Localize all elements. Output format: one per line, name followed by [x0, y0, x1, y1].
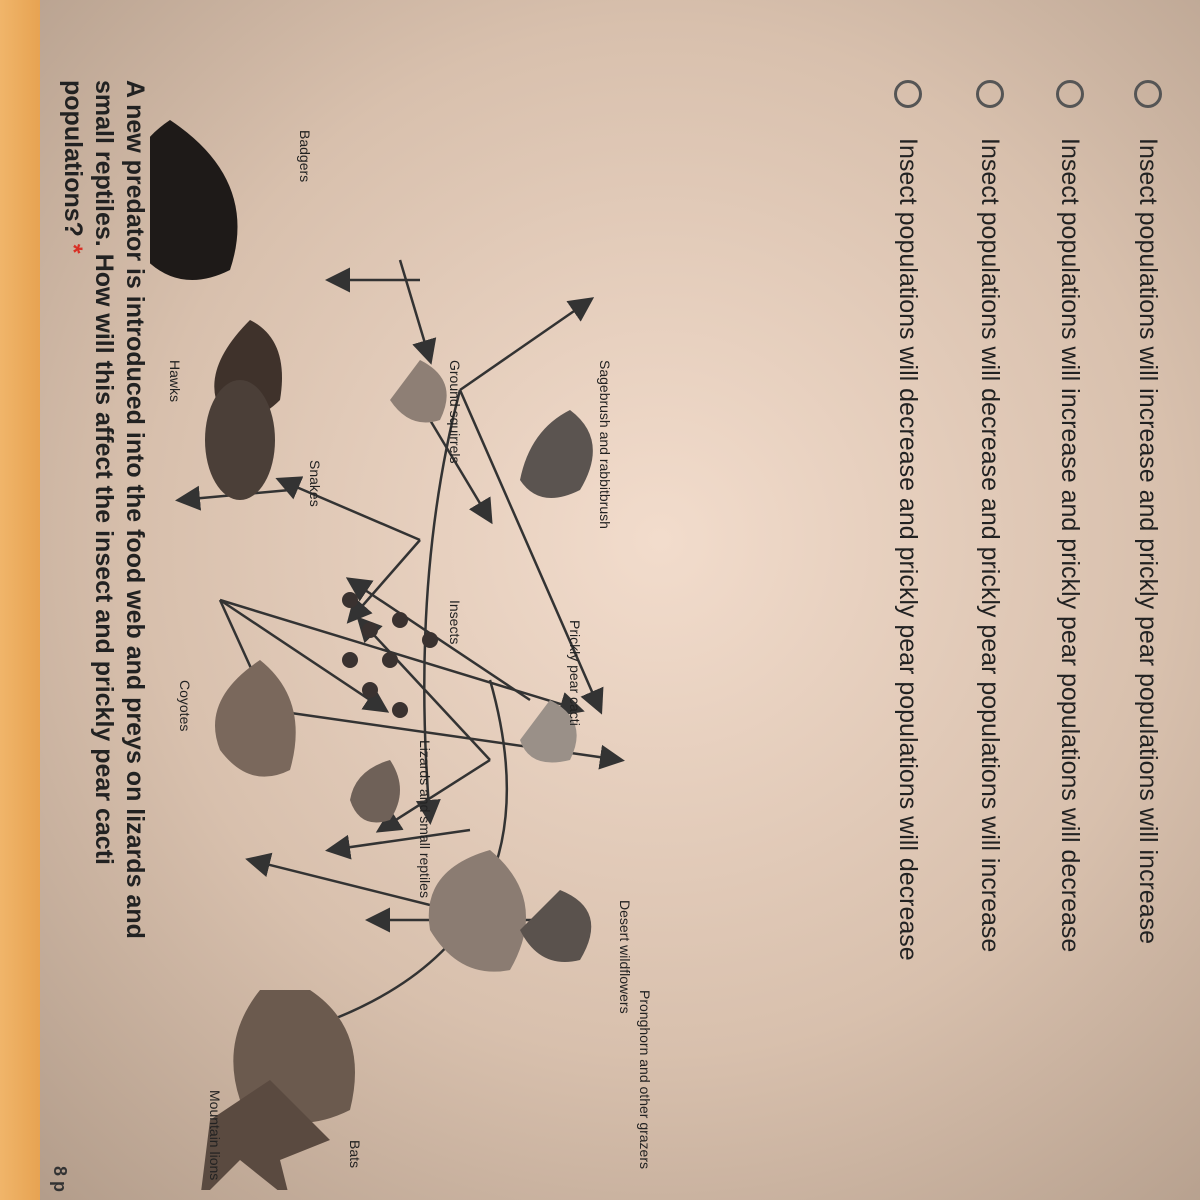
- option-2[interactable]: [970, 80, 1010, 1180]
- label-mountain-lions: Mountain lions: [207, 1090, 223, 1181]
- label-snakes: Snakes: [307, 460, 323, 507]
- ground-squirrel-icon: [390, 360, 447, 423]
- food-web-svg: [150, 60, 870, 1190]
- label-pronghorn: Pronghorn and other grazers: [637, 990, 653, 1169]
- option-3-label: Insect populations will increase and prickly pear populations will decrease: [1056, 138, 1085, 953]
- points-label: 8 p: [50, 1165, 70, 1192]
- wildflower-icon: [520, 890, 591, 962]
- option-3[interactable]: [1050, 80, 1090, 1180]
- option-2-label: Insect populations will decrease and prickly pear populations will increase: [976, 138, 1005, 953]
- coyote-icon: [215, 660, 296, 777]
- radio-button-3[interactable]: [1056, 80, 1084, 108]
- question-line-3-text: populations?: [59, 80, 87, 237]
- pronghorn-icon: [429, 850, 526, 972]
- question-line-2: small reptiles. How will this affect the insect and prickly pear cacti: [90, 80, 118, 865]
- radio-button-4[interactable]: [1134, 80, 1162, 108]
- label-bats: Bats: [347, 1140, 363, 1169]
- lizard-icon: [350, 760, 400, 823]
- label-coyotes: Coyotes: [177, 680, 193, 732]
- badger-icon: [150, 120, 238, 280]
- answer-options: [870, 80, 1200, 1180]
- required-asterisk: *: [59, 243, 87, 254]
- radio-button-2[interactable]: [976, 80, 1004, 108]
- form-header-strip: [0, 0, 40, 1200]
- label-hawks: Hawks: [167, 360, 183, 403]
- label-sagebrush: Sagebrush and rabbitbrush: [597, 360, 613, 529]
- label-badgers: Badgers: [297, 130, 313, 183]
- option-1[interactable]: [888, 80, 928, 1180]
- snake-icon: [205, 380, 275, 500]
- sagebrush-icon: [520, 410, 593, 498]
- food-web-labels: [167, 130, 653, 1180]
- label-ground-squirrels: Ground squirrels: [447, 360, 463, 464]
- option-4-label: Insect populations will increase and prickly pear populations will increase: [1134, 138, 1163, 944]
- label-lizards: Lizards and small reptiles: [417, 740, 433, 898]
- option-1-label: Insect populations will decrease and prickly pear populations will decrease: [894, 138, 923, 961]
- question-line-1: A new predator is introduced into the food web and preys on lizards and: [121, 80, 149, 939]
- label-insects: Insects: [447, 600, 463, 645]
- question-text: [57, 80, 150, 1140]
- label-wildflowers: Desert wildflowers: [617, 900, 633, 1014]
- question-line-3: [57, 80, 88, 1140]
- radio-button-1[interactable]: [894, 80, 922, 108]
- food-web-diagram: [150, 60, 870, 1190]
- label-prickly-pear: Prickly pear cacti: [567, 620, 583, 726]
- option-4[interactable]: [1128, 80, 1168, 1180]
